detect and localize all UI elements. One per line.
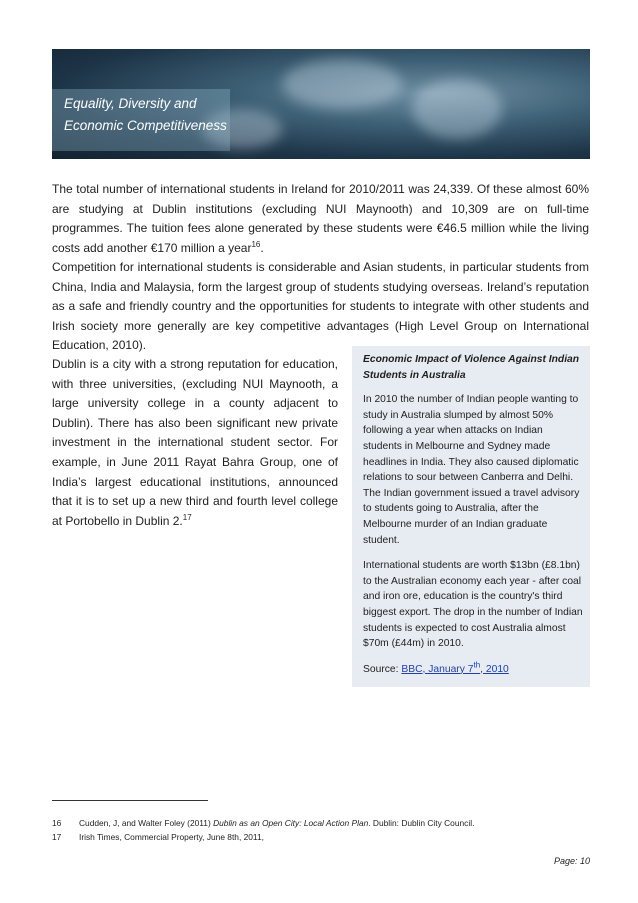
sidebar-box (352, 346, 590, 687)
header-banner (52, 49, 590, 159)
footnote-number: 16 (52, 818, 62, 828)
banner-title (64, 93, 227, 137)
footnote-divider (52, 800, 208, 801)
footnote-text: Irish Times, Commercial Property, June 8th, 2011, (79, 832, 264, 842)
sidebar-paragraph-2: International students are worth $13bn (£8.1bn) to the Australian economy each year - after coal and iron ore, education is the country's third biggest export. The drop in the number of Indian students is expected to cost Australia almost $70m (£44m) in 2010. (363, 560, 583, 650)
source-link-year: , 2010 (480, 663, 509, 675)
footnote-ref-16[interactable]: 16 (251, 239, 261, 249)
paragraph-competition: Competition for international students is considerable and Asian students, in particular students from China, India and Malaysia, form the largest group of students studying overseas. Ireland’s reputation as a safe and friendly country and the opportunities for students to integrate with other students and Irish society more generally are key competitive advantages (High Level Group on International Education, 2010). (52, 260, 589, 352)
footnote-number: 17 (52, 832, 62, 842)
source-label: Source: (363, 663, 402, 675)
sidebar-paragraph-1: In 2010 the number of Indian people wanting to study in Australia slumped by almost 50% following a year when attacks on Indian students in Melbourne and Sydney made headlines in India. They also caused diplomatic relations to sour between Canberra and Delhi. The Indian government issued a travel advisory to students going to Australia, after the Melbourne murder of an Indian graduate student. (363, 394, 580, 546)
source-link[interactable] (401, 660, 509, 675)
banner-title-line2: Economic Competitiveness (64, 118, 227, 133)
footnote-ref-17[interactable]: 17 (182, 512, 192, 522)
footnote-text: Cudden, J, and Walter Foley (2011) (79, 818, 214, 828)
source-link-sup: th (473, 660, 481, 670)
footnote-17 (52, 832, 264, 842)
source-link-text: BBC, January 7 (401, 663, 474, 675)
sidebar-title: Economic Impact of Violence Against Indian Students in Australia (363, 354, 580, 381)
sidebar-source (363, 662, 583, 678)
page-number: Page: 10 (553, 856, 590, 866)
footnote-title: Dublin as an Open City: Local Action Plan (213, 818, 369, 828)
paragraph-text: Dublin is a city with a strong reputation for education, with three universities, (excluding NUI Maynooth, a large university college in a county adjacent to Dublin). There has also been significant new private investment in the international student sector. For example, in June 2011 Rayat Bahra Group, one of India’s largest educational institutions, announced that it is to set up a new third and fourth level college at Portobello in Dublin 2. (52, 357, 338, 528)
footnote-publisher: . Dublin: Dublin City Council. (368, 818, 475, 828)
banner-title-line1: Equality, Diversity and (64, 96, 197, 111)
paragraph-text: The total number of international students in Ireland for 2010/2011 was 24,339. Of these almost 60% are studying at Dublin institutions (excluding NUI Maynooth) and 10,309 are on full-time programmes. The tuition fees alone generated by these students were €46.5 million while the living costs add another €170 million a year (52, 182, 589, 255)
paragraph-dublin-education (52, 355, 338, 531)
paragraph-end: . (260, 240, 264, 255)
footnote-16 (52, 818, 474, 828)
paragraph-international-students (52, 180, 589, 258)
